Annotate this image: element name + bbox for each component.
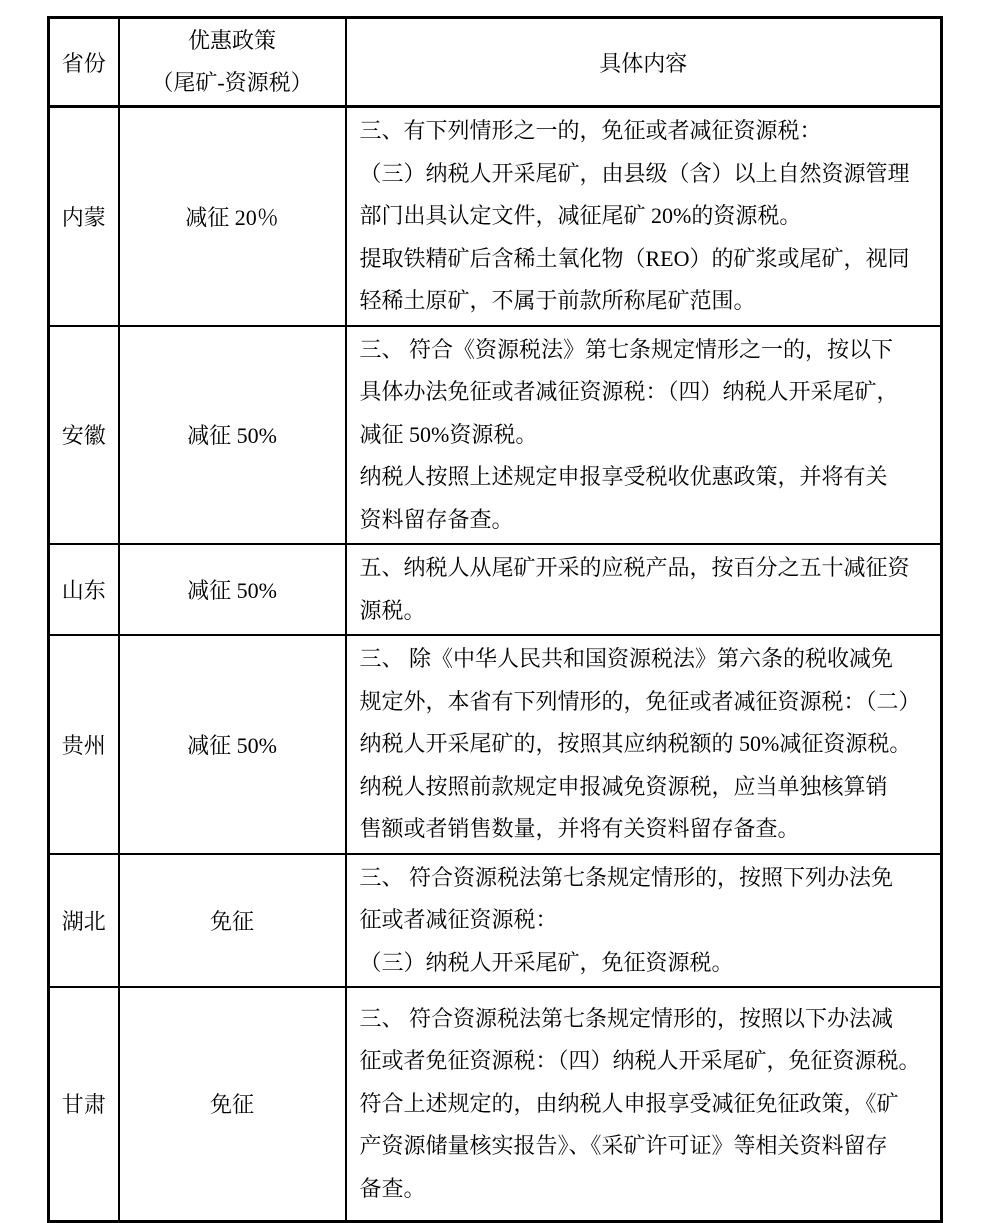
- table-row: [49, 635, 942, 854]
- policy-cell: 减征 20％: [119, 107, 346, 326]
- policy-cell: 免征: [119, 854, 346, 988]
- content-cell: [346, 107, 942, 326]
- content-line: 纳税人开采尾矿的，按照其应纳税额的 50%减征资源税。: [359, 731, 912, 756]
- content-cell: [346, 987, 942, 1221]
- content-line: 纳税人按照上述规定申报享受税收优惠政策，并将有关: [359, 464, 888, 489]
- content-line: 减征 50%资源税。: [359, 421, 538, 447]
- content-line: 符合上述规定的，由纳税人申报享受减征免征政策，《矿: [359, 1090, 899, 1116]
- content-line: 售额或者销售数量，并将有关资料留存备查。: [359, 816, 800, 841]
- content-line: 征或者免征资源税：（四）纳税人开采尾矿，免征资源税。: [359, 1048, 921, 1073]
- policy-cell: 免征: [119, 987, 346, 1221]
- policy-cell: 减征 50%: [119, 635, 346, 854]
- tax-policy-table: [47, 16, 943, 1223]
- policy-cell: 减征 50%: [119, 544, 346, 635]
- content-line: 三、 除《中华人民共和国资源税法》第六条的税收减免: [359, 646, 894, 671]
- content-line: 资料留存备查。: [359, 506, 514, 532]
- content-line: 三、 符合《资源税法》第七条规定情形之一的，按以下: [359, 336, 894, 362]
- content-line: 备查。: [359, 1175, 426, 1201]
- province-cell: 山东: [49, 544, 119, 635]
- content-cell: [346, 854, 942, 988]
- content-line: 三、有下列情形之一的，免征或者减征资源税：: [359, 118, 822, 143]
- table-row: [49, 544, 942, 635]
- content-cell: [346, 635, 942, 854]
- content-line: 五、纳税人从尾矿开采的应税产品，按百分之五十减征资: [359, 555, 910, 580]
- content-line: 源税。: [359, 597, 426, 623]
- header-policy: [119, 18, 346, 107]
- province-cell: 内蒙: [49, 107, 119, 326]
- header-policy-line2: （尾矿-资源税）: [151, 70, 313, 95]
- content-line: 轻稀土原矿，不属于前款所称尾矿范围。: [359, 288, 756, 313]
- province-cell: 湖北: [49, 854, 119, 988]
- province-cell: 贵州: [49, 635, 119, 854]
- content-line: 提取铁精矿后含稀土氧化物（REO）的矿浆或尾矿，视同: [359, 245, 910, 271]
- content-line: 征或者减征资源税：: [359, 907, 558, 932]
- policy-cell: 减征 50%: [119, 326, 346, 545]
- content-line: 三、 符合资源税法第七条规定情形的，按照下列办法免: [359, 864, 894, 890]
- content-line: 具体办法免征或者减征资源税：（四）纳税人开采尾矿，: [359, 379, 899, 404]
- document-page: [47, 16, 943, 1223]
- province-cell: 甘肃: [49, 987, 119, 1221]
- table-row: [49, 987, 942, 1221]
- content-line: 纳税人按照前款规定申报减免资源税，应当单独核算销: [359, 773, 888, 799]
- table-row: [49, 326, 942, 545]
- table-row: [49, 854, 942, 988]
- header-policy-line1: 优惠政策: [187, 28, 276, 53]
- content-cell: [346, 544, 942, 635]
- header-content: 具体内容: [346, 18, 942, 107]
- content-line: 部门出具认定文件，减征尾矿 20%的资源税。: [359, 203, 802, 228]
- content-line: 规定外，本省有下列情形的，免征或者减征资源税：（二）: [359, 688, 921, 714]
- header-row: [49, 18, 942, 107]
- content-cell: [346, 326, 942, 545]
- content-line: 三、 符合资源税法第七条规定情形的，按照以下办法减: [359, 1005, 894, 1031]
- content-line: （三）纳税人开采尾矿，由县级（含）以上自然资源管理: [359, 160, 910, 186]
- province-cell: 安徽: [49, 326, 119, 545]
- header-province: 省份: [49, 18, 119, 107]
- content-line: （三）纳税人开采尾矿，免征资源税。: [359, 949, 734, 975]
- content-line: 产资源储量核实报告》、《采矿许可证》等相关资料留存: [359, 1133, 888, 1158]
- table-row: [49, 107, 942, 326]
